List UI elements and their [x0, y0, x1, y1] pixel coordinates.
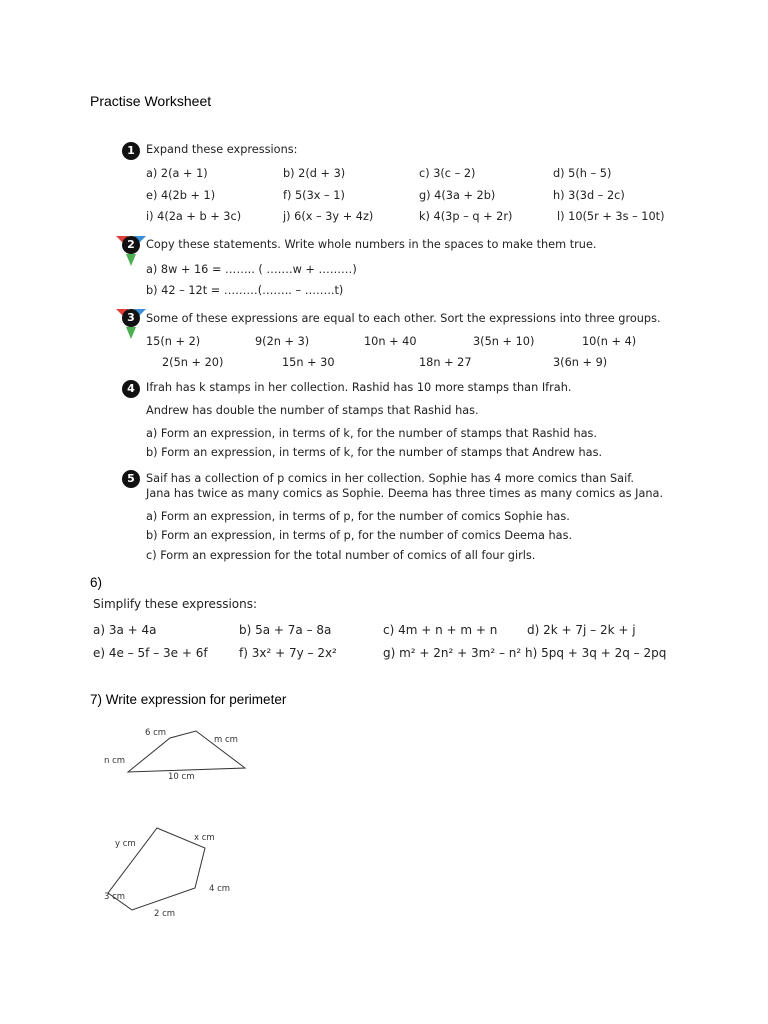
question-2-badge: 2	[122, 236, 140, 254]
q1-item: a) 2(a + 1)	[146, 167, 208, 180]
q1-item: e) 4(2b + 1)	[146, 189, 216, 202]
shape2-label: y cm	[115, 839, 136, 849]
q2-statement-a: a) 8w + 16 = …….. ( …….w + ………)	[146, 263, 357, 276]
q1-item: l) 10(5r + 3s – 10t)	[557, 210, 665, 223]
q3-expression: 15(n + 2)	[146, 335, 201, 348]
q1-item: h) 3(3d – 2c)	[553, 189, 625, 202]
shape2-label: 4 cm	[209, 884, 231, 894]
q3-expression: 3(5n + 10)	[473, 335, 535, 348]
shape1-label: 6 cm	[145, 728, 167, 738]
q4-line: Andrew has double the number of stamps that Rashid has.	[146, 404, 479, 417]
q5-line: Saif has a collection of p comics in her collection. Sophie has 4 more comics than Saif.	[146, 472, 634, 485]
q4-part-b: b) Form an expression, in terms of k, for the number of stamps that Andrew has.	[146, 446, 603, 459]
shape1-label: n cm	[104, 756, 126, 766]
q7-label: 7) Write expression for perimeter	[90, 692, 287, 707]
q1-item: b) 2(d + 3)	[283, 167, 346, 180]
q6-item: c) 4m + n + m + n	[383, 623, 498, 637]
q6-item: d) 2k + 7j – 2k + j	[527, 623, 636, 637]
q1-item: i) 4(2a + b + 3c)	[146, 210, 242, 223]
question-4-badge: 4	[122, 380, 140, 398]
q3-expression: 10(n + 4)	[582, 335, 637, 348]
shape2-label: x cm	[194, 833, 215, 843]
q3-expression: 9(2n + 3)	[255, 335, 310, 348]
q6-item: f) 3x² + 7y – 2x²	[239, 646, 337, 660]
q3-expression: 10n + 40	[364, 335, 417, 348]
q3-expression: 18n + 27	[419, 356, 472, 369]
question-3-badge: 3	[122, 309, 140, 327]
q6-item: b) 5a + 7a – 8a	[239, 623, 332, 637]
q2-statement-b: b) 42 – 12t = ………(…….. – ……..t)	[146, 284, 344, 297]
q5-part-a: a) Form an expression, in terms of p, for the number of comics Sophie has.	[146, 510, 570, 523]
q1-item: c) 3(c – 2)	[419, 167, 476, 180]
q5-line: Jana has twice as many comics as Sophie. Deema has three times as many comics as Jana.	[146, 487, 664, 500]
shape2-label: 3 cm	[104, 892, 126, 902]
q1-item: d) 5(h – 5)	[553, 167, 612, 180]
q3-expression: 3(6n + 9)	[553, 356, 608, 369]
question-1-badge: 1	[122, 142, 140, 160]
q6-instruction: Simplify these expressions:	[93, 597, 258, 611]
q6-label: 6)	[90, 575, 103, 590]
q6-item: a) 3a + 4a	[93, 623, 157, 637]
q4-part-a: a) Form an expression, in terms of k, for the number of stamps that Rashid has.	[146, 427, 598, 440]
q1-item: f) 5(3x – 1)	[283, 189, 345, 202]
page-title: Practise Worksheet	[90, 93, 212, 109]
shape2-label: 2 cm	[154, 909, 176, 919]
q2-instruction: Copy these statements. Write whole numbers in the spaces to make them true.	[146, 238, 597, 251]
q3-expression: 2(5n + 20)	[162, 356, 224, 369]
q4-line: Ifrah has k stamps in her collection. Rashid has 10 more stamps than Ifrah.	[146, 381, 572, 394]
q5-part-c: c) Form an expression for the total number of comics of all four girls.	[146, 549, 536, 562]
q1-item: j) 6(x – 3y + 4z)	[283, 210, 374, 223]
shape1-label: m cm	[214, 735, 238, 745]
q1-item: g) 4(3a + 2b)	[419, 189, 496, 202]
shape1-label: 10 cm	[168, 772, 195, 782]
q3-instruction: Some of these expressions are equal to each other. Sort the expressions into three groups.	[146, 312, 661, 325]
question-5-badge: 5	[122, 470, 140, 488]
q1-instruction: Expand these expressions:	[146, 143, 298, 156]
q1-item: k) 4(3p – q + 2r)	[419, 210, 513, 223]
q6-item: h) 5pq + 3q + 2q – 2pq	[525, 646, 667, 660]
q6-item: g) m² + 2n² + 3m² – n²	[383, 646, 522, 660]
q3-expression: 15n + 30	[282, 356, 335, 369]
q6-item: e) 4e – 5f – 3e + 6f	[93, 646, 208, 660]
q5-part-b: b) Form an expression, in terms of p, for the number of comics Deema has.	[146, 529, 573, 542]
